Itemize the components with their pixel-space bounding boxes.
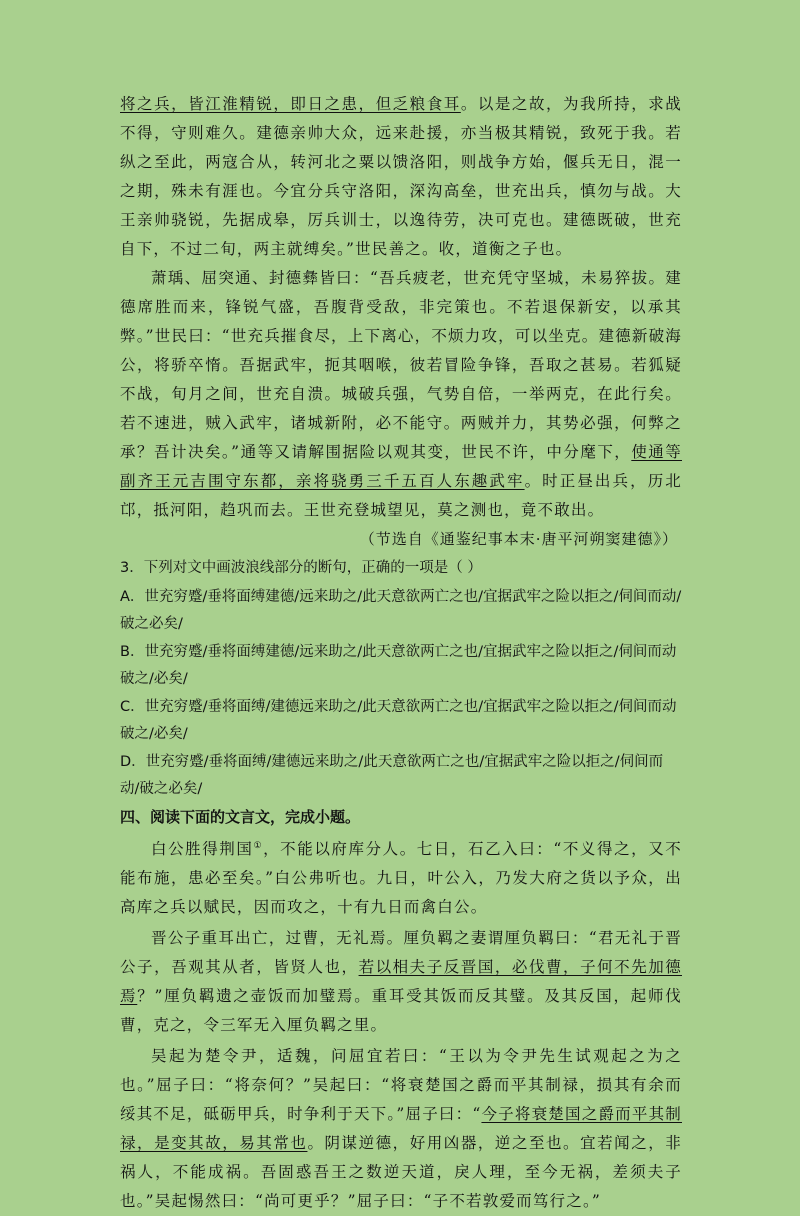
question-3-option-c: C．世充穷蹙/垂将面缚/建德远来助之/此天意欲两亡之也/宜据武牢之险以拒之/伺间而动破之/必矣/ (120, 699, 677, 742)
section4-paragraph-3 (120, 1042, 682, 1216)
source-citation: （节选自《通鉴纪事本末·唐平河朔窦建德》） (359, 530, 678, 548)
section-4-heading: 四、阅读下面的文言文，完成小题。 (120, 808, 361, 826)
question-3-option-b: B．世充穷蹙/垂将面缚建德/远来助之/此天意欲两亡之也/宜据武牢之险以拒之/伺间而动破之/必矣/ (120, 644, 677, 687)
paragraph-text: 白公胜得荆国 (151, 840, 254, 859)
question-3-option-d: D．世充穷蹙/垂将面缚/建德远来助之/此天意欲两亡之也/宜据武牢之险以拒之/伺间而动/破之必矣/ (120, 754, 664, 797)
section4-paragraph-2 (120, 924, 682, 1040)
paragraph-text: 晋公子重耳出亡，过曹，无礼焉。厘负羁之妻谓厘负羁曰：“君无礼于晋公子，吾观其从者，皆贤人也， (120, 929, 682, 977)
passage1-paragraph-1 (120, 90, 682, 264)
paragraph-text: 吴起为楚令尹，适魏，问屈宜若曰：“王以为令尹先生试观起之为之也。”屈子曰：“将奈何？”吴起曰：“将衰楚国之爵而平其制禄，损其有余而绥其不足，砥砺甲兵，时争利于天下。”屈子曰：“ (120, 1047, 682, 1124)
underlined-sentence: 将之兵，皆江淮精锐，即日之患，但乏粮食耳 (120, 95, 461, 113)
paragraph-text: ，不能以府库分人。七日，石乙入曰：“不义得之，又不能布施，患必至矣。”白公弗听也。九日，叶公入，乃发大府之货以予众，出高库之兵以赋民，因而攻之，十有九日而禽白公。 (120, 840, 682, 917)
passage1-paragraph-2 (120, 264, 682, 525)
underlined-sentence: 若以相夫子反晋国，必伐曹，子何不先加德焉 (120, 958, 682, 1006)
underlined-sentence: 今子将衰楚国之爵而平其制禄，是变其故，易其常也 (120, 1105, 682, 1153)
paragraph-text: 。时正昼出兵，历北邙，抵河阳，趋巩而去。王世充登城望见，莫之测也，竟不敢出。 (120, 472, 682, 519)
section4-paragraph-1 (120, 832, 682, 922)
paragraph-text: 萧瑀、屈突通、封德彝皆曰：“吾兵疲老，世充凭守坚城，未易猝拔。建德席胜而来，锋锐气盛，吾腹背受敌，非完策也。不若退保新安，以承其弊。”世民曰：“世充兵摧食尽，上下离心，不烦力攻，可以坐克。建德新破海公，将骄卒惰。吾据武牢，扼其咽喉，彼若冒险争锋，吾取之甚易。若狐疑不战，旬月之间，世充自溃。城破兵强，气势自倍，一举两克，在此行矣。若不速进，贼入武牢，诸城新附，必不能守。两贼并力，其势必强，何弊之承？吾计决矣。”通等又请解围据险以观其变，世民不许，中分麾下， (120, 269, 682, 461)
question-3-stem: 3．下列对文中画波浪线部分的断句，正确的一项是（ ） (120, 560, 482, 576)
paragraph-text: ？”厘负羁遗之壶饭而加璧焉。重耳受其饭而反其璧。及其反国，起师伐曹，克之，令三军无入厘负羁之里。 (120, 987, 682, 1035)
underlined-sentence: 使通等副齐王元吉围守东都，亲将骁勇三千五百人东趣武牢 (120, 443, 682, 490)
question-3-option-a: A．世充穷蹙/垂将面缚建德/远来助之/此天意欲两亡之也/宜据武牢之险以拒之/伺间而动/破之必矣/ (120, 589, 682, 632)
footnote-marker: ① (253, 841, 264, 851)
paragraph-text: 。以是之故，为我所持，求战不得，守则难久。建德亲帅大众，远来赴援，亦当极其精锐，致死于我。若纵之至此，两寇合从，转河北之粟以馈洛阳，则战争方始，偃兵无日，混一之期，殊未有涯也。今宜分兵守洛阳，深沟高垒，世充出兵，慎勿与战。大王亲帅骁锐，先据成皋，厉兵训士，以逸待劳，决可克也。建德既破，世充自下，不过二旬，两主就缚矣。”世民善之。收，道衡之子也。 (120, 95, 682, 258)
paragraph-text: 。阴谋逆德，好用凶器，逆之至也。宜若闻之，非祸人，不能成祸。吾固惑吾王之数逆天道，戾人理，至今无祸，差须夫子也。”吴起惕然曰：“尚可更乎？”屈子曰：“子不若敦爱而笃行之。” (120, 1134, 683, 1211)
